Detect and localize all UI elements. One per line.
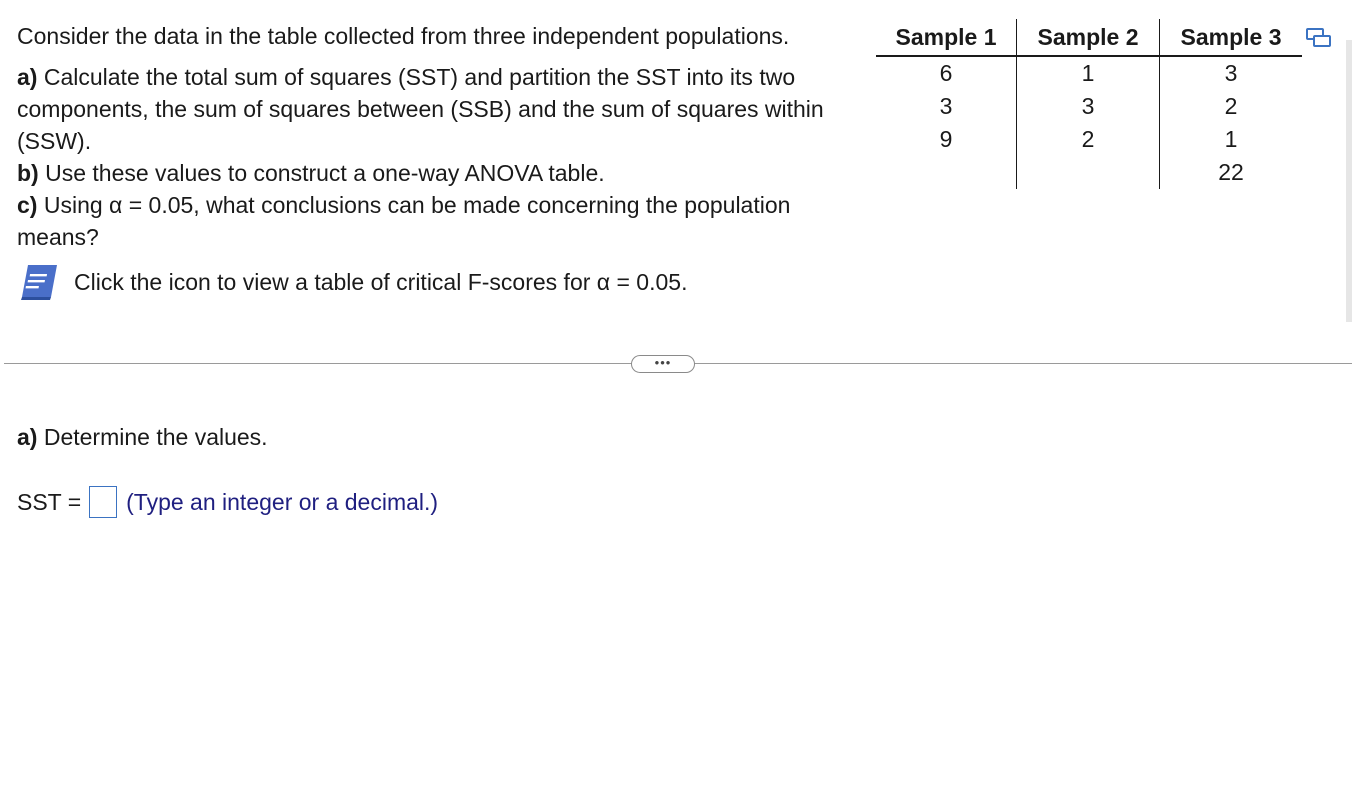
sst-input[interactable] bbox=[89, 486, 117, 518]
sample-data-table bbox=[876, 19, 1302, 189]
table-header-row bbox=[876, 19, 1302, 56]
column-header-sample-3: Sample 3 bbox=[1160, 19, 1303, 56]
part-b-label: b) bbox=[17, 160, 39, 186]
table-cell bbox=[1017, 156, 1160, 189]
part-a-text: Calculate the total sum of squares (SST) and partition the SST into its two components, the sum of squares between (SSB) and the sum of squares within (SSW). bbox=[17, 64, 824, 154]
answer-part-text: Determine the values. bbox=[37, 424, 268, 450]
question-part-c bbox=[17, 189, 877, 253]
sst-label: SST = bbox=[17, 488, 82, 515]
copy-icon[interactable] bbox=[1305, 27, 1332, 50]
table-cell: 6 bbox=[939, 60, 953, 86]
expand-more-button[interactable]: ••• bbox=[631, 355, 695, 373]
table-row bbox=[876, 123, 1302, 156]
table-cell: 2 bbox=[1160, 90, 1303, 123]
table-cell bbox=[876, 156, 1017, 189]
question-text bbox=[17, 20, 877, 253]
question-part-a bbox=[17, 61, 877, 157]
hint-text: Click the icon to view a table of critical F-scores for α = 0.05. bbox=[74, 268, 688, 295]
question-intro: Consider the data in the table collected from three independent populations. bbox=[17, 23, 790, 49]
part-c-label: c) bbox=[17, 192, 38, 218]
question-part-b bbox=[17, 157, 877, 189]
table-cell: 22 bbox=[1160, 156, 1303, 189]
part-a-label: a) bbox=[17, 64, 38, 90]
table-cell: 3 bbox=[1160, 56, 1303, 90]
critical-f-scores-hint bbox=[19, 263, 687, 301]
table-cell: 9 bbox=[939, 126, 953, 152]
answer-section-title bbox=[17, 422, 268, 452]
column-header-sample-2: Sample 2 bbox=[1017, 19, 1160, 56]
part-c-text: Using α = 0.05, what conclusions can be made concerning the population means? bbox=[17, 192, 791, 250]
book-icon[interactable] bbox=[19, 263, 61, 301]
input-format-hint: (Type an integer or a decimal.) bbox=[126, 488, 439, 515]
table-row bbox=[876, 156, 1302, 189]
table-row bbox=[876, 56, 1302, 90]
table-cell: 1 bbox=[1017, 56, 1160, 90]
part-b-text: Use these values to construct a one-way ANOVA table. bbox=[38, 160, 605, 186]
sst-answer-row bbox=[17, 483, 438, 521]
table-cell: 3 bbox=[939, 93, 953, 119]
column-header-sample-1: Sample 1 bbox=[876, 19, 1017, 56]
table-row bbox=[876, 90, 1302, 123]
table-cell: 3 bbox=[1017, 90, 1160, 123]
table-cell: 2 bbox=[1017, 123, 1160, 156]
scrollbar[interactable] bbox=[1346, 40, 1352, 322]
answer-part-label: a) bbox=[17, 424, 38, 450]
table-cell: 1 bbox=[1160, 123, 1303, 156]
